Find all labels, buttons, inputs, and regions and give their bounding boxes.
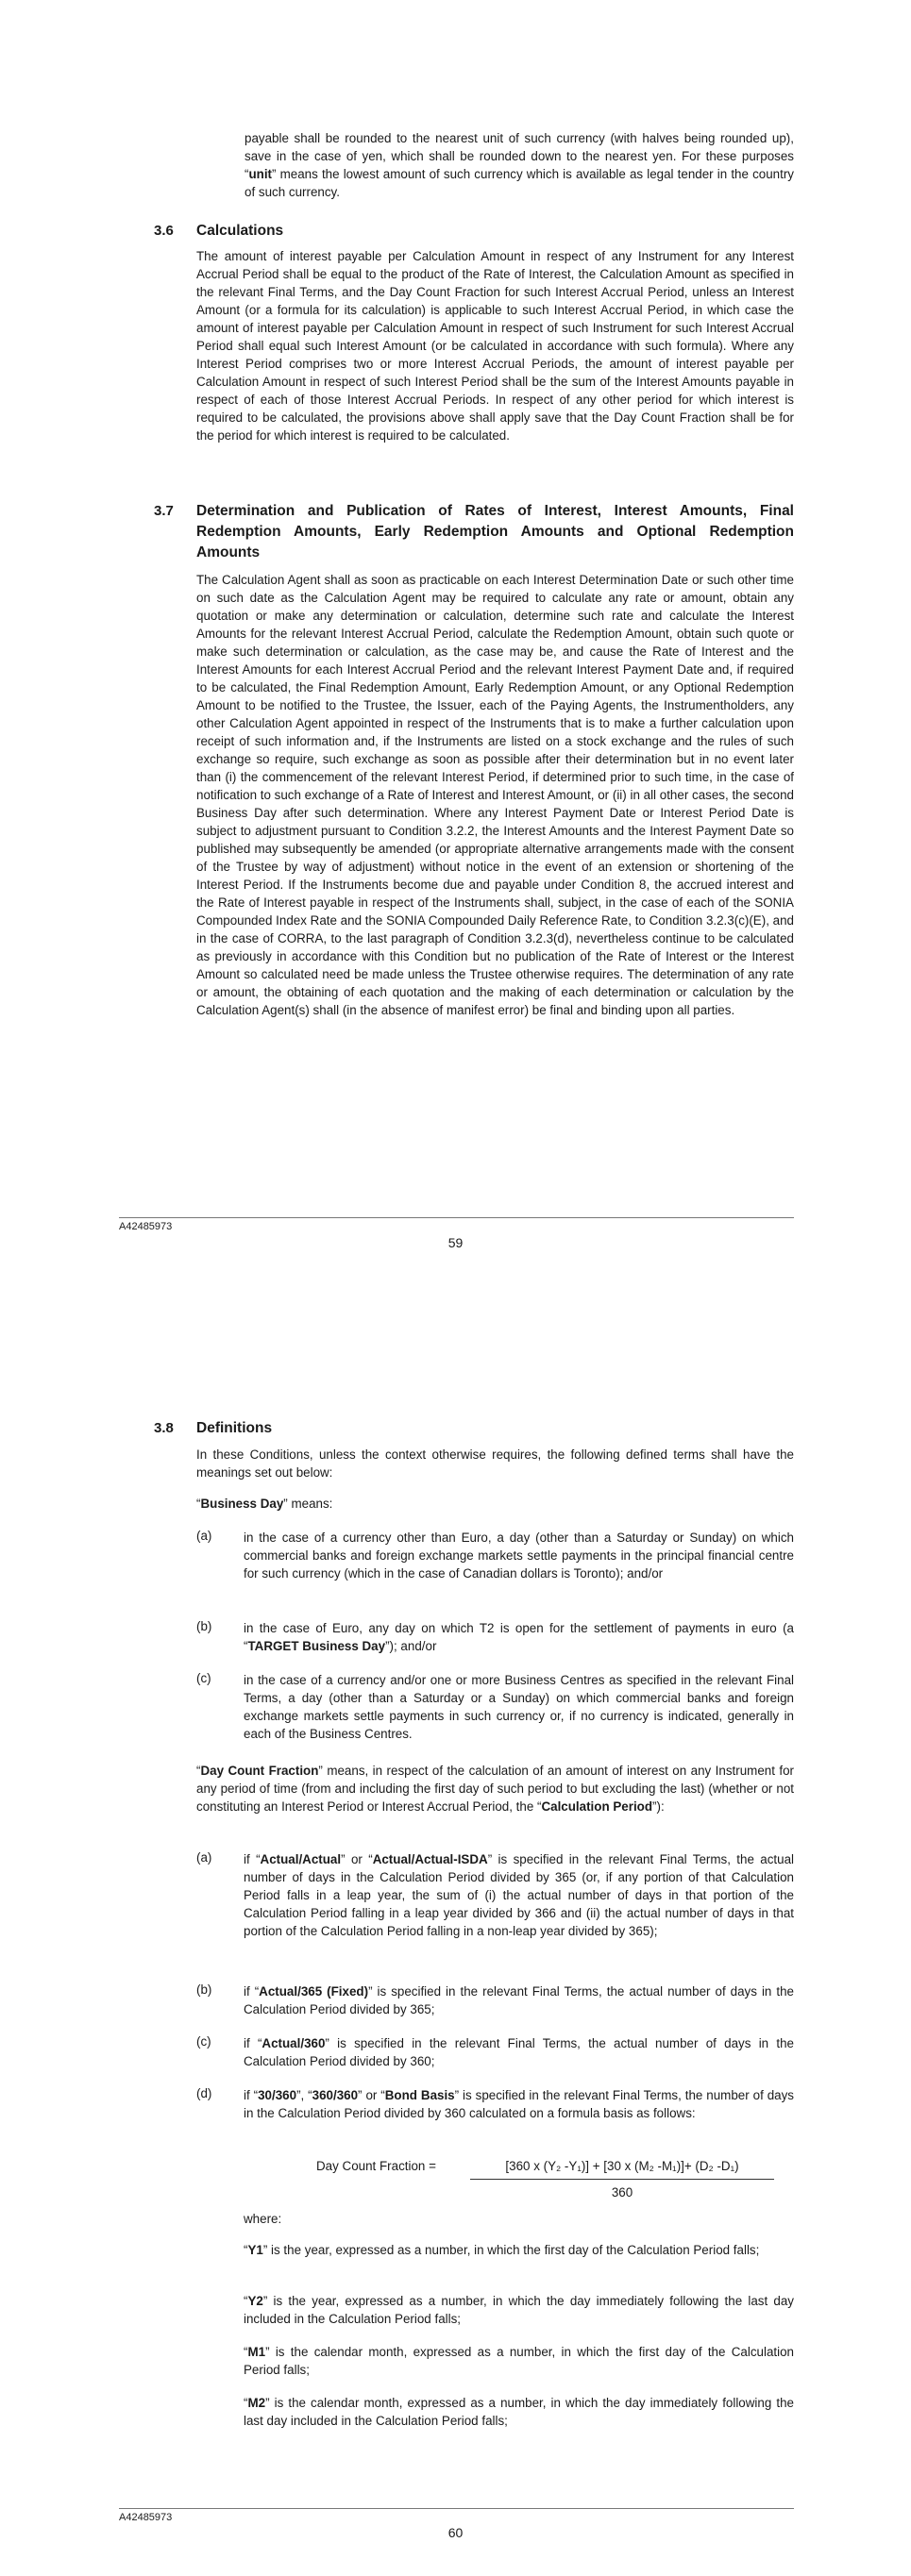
definition-m2: “M2” is the calendar month, expressed as a number, in which the day immediately following the last day included in the Calculation Period falls; bbox=[244, 2396, 794, 2428]
section-3-7-title: Determination and Publication of Rates of Interest, Interest Amounts, Final Redemption Amounts, Early Redemption Amounts and Optional Redemption Amounts bbox=[196, 503, 794, 560]
intro-paragraph: payable shall be rounded to the nearest unit of such currency (with halves being rounded up), save in the case of yen, which shall be rounded down to the nearest yen. For these purposes “unit” means the lowest amount of such currency which is available as legal tender in the country of such currency. bbox=[245, 131, 794, 199]
section-3-6-number: 3.6 bbox=[154, 223, 174, 239]
where-label: where: bbox=[244, 2212, 282, 2226]
footer-rule bbox=[119, 2508, 794, 2509]
section-3-7-body: The Calculation Agent shall as soon as practicable on each Interest Determination Date or such other time on such date as the Calculation Agent may be required to calculate any rate or amount, obtain any quotation or make any determination or calculation, determine such rate and calculate the Interest Amounts for the relevant Interest Accrual Period, calculate the Redemption Amount, obtain such quote or make such determination or calculation, as the case may be, and cause the Rate of Interest and the Interest Amounts for each Interest Accrual Period and the relevant Interest Payment Date and, if required to be calculated, the Final Redemption Amount, Early Redemption Amount, or any Optional Redemption Amount to be notified to the Trustee, the Issuer, each of the Paying Agents, the Instrumentholders, any other Calculation Agent appointed in respect of the Instruments that is to make a further calculation upon receipt of such information and, if the Instruments are listed on a stock exchange and the rules of such exchange so require, such exchange as soon as possible after their determination but in no event later than (i) the commencement of the relevant Interest Period, if determined prior to such time, in the case of notification to such exchange of a Rate of Interest and Interest Amount, or (ii) in all other cases, the second Business Day after such determination. Where any Interest Payment Date or Interest Period Date is subject to adjustment pursuant to Condition 3.2.2, the Interest Amounts and the Interest Payment Date so published may subsequently be amended (or appropriate alternative arrangements made with the consent of the Trustee by way of adjustment) without notice in the event of an extension or shortening of the Interest Period. If the Instruments become due and payable under Condition 8, the accrued interest and the Rate of Interest payable in respect of the Instruments shall, subject, in the case of each of the SONIA Compounded Index Rate and the SONIA Compounded Daily Reference Rate, to Condition 3.2.3(c)(E), and in the case of CORRA, to the last paragraph of Condition 3.2.3(d), nevertheless continue to be calculated as previously in accordance with this Condition but no publication of the Rate of Interest or the Interest Amount so calculated need be made unless the Trustee otherwise requires. The determination of any rate or amount, the obtaining of each quotation and the making of each determination or calculation by the Calculation Agent(s) shall (in the absence of manifest error) be final and binding upon all parties. bbox=[196, 573, 794, 1017]
page-number: 60 bbox=[447, 2525, 464, 2540]
section-3-8-number: 3.8 bbox=[154, 1420, 174, 1436]
section-3-6-body: The amount of interest payable per Calculation Amount in respect of any Instrument for any Interest Accrual Period shall be equal to the product of the Rate of Interest, the Calculation Amount as specified in the relevant Final Terms, and the Day Count Fraction for such Interest Accrual Period, unless an Interest Amount (or a formula for its calculation) is applicable to such Interest Accrual Period, in which case the amount of interest payable per Calculation Amount in respect of such Instrument for such Interest Accrual Period shall equal such Interest Amount (or be calculated in accordance with such formula). Where any Interest Period comprises two or more Interest Accrual Periods, the amount of interest payable per Calculation Amount in respect of such Interest Period shall be the sum of the Interest Amounts payable in respect of each of those Interest Accrual Periods. In respect of any other period for which interest is required to be calculated, the provisions above shall apply save that the Day Count Fraction shall be for the period for which interest is required to be calculated. bbox=[196, 249, 794, 443]
definitions-intro: In these Conditions, unless the context otherwise requires, the following defined terms shall have the meanings set out below: bbox=[196, 1447, 794, 1480]
business-day-definition: “Business Day” means: bbox=[196, 1497, 333, 1511]
formula-label: Day Count Fraction = bbox=[316, 2159, 436, 2173]
section-3-7-number: 3.7 bbox=[154, 503, 174, 519]
formula-denominator: 360 bbox=[611, 2185, 633, 2200]
definition-y2: “Y2” is the year, expressed as a number, in which the day immediately following the last day included in the Calculation Period falls; bbox=[244, 2294, 794, 2326]
footer-document-id: A42485973 bbox=[119, 2512, 173, 2523]
formula-fraction-bar bbox=[470, 2179, 774, 2180]
section-3-6-title: Calculations bbox=[196, 223, 284, 239]
day-count-fraction-definition: “Day Count Fraction” means, in respect of the calculation of an amount of interest on any Instrument for any period of time (from and including the first day of such period to but excluding the last) (whether or not constituting an Interest Period or Interest Accrual Period, the “Calculation Period”): bbox=[196, 1764, 794, 1814]
footer-rule bbox=[119, 1217, 794, 1218]
section-3-8-title: Definitions bbox=[196, 1420, 273, 1436]
footer-document-id: A42485973 bbox=[119, 1221, 173, 1232]
definition-m1: “M1” is the calendar month, expressed as a number, in which the first day of the Calculation Period falls; bbox=[244, 2345, 794, 2377]
page-number: 59 bbox=[447, 1235, 464, 1250]
definition-y1: “Y1” is the year, expressed as a number, in which the first day of the Calculation Period falls; bbox=[244, 2243, 760, 2257]
formula-numerator: [360 x (Y₂ -Y₁)] + [30 x (M₂ -M₁)]+ (D₂ -D₁) bbox=[505, 2159, 739, 2173]
